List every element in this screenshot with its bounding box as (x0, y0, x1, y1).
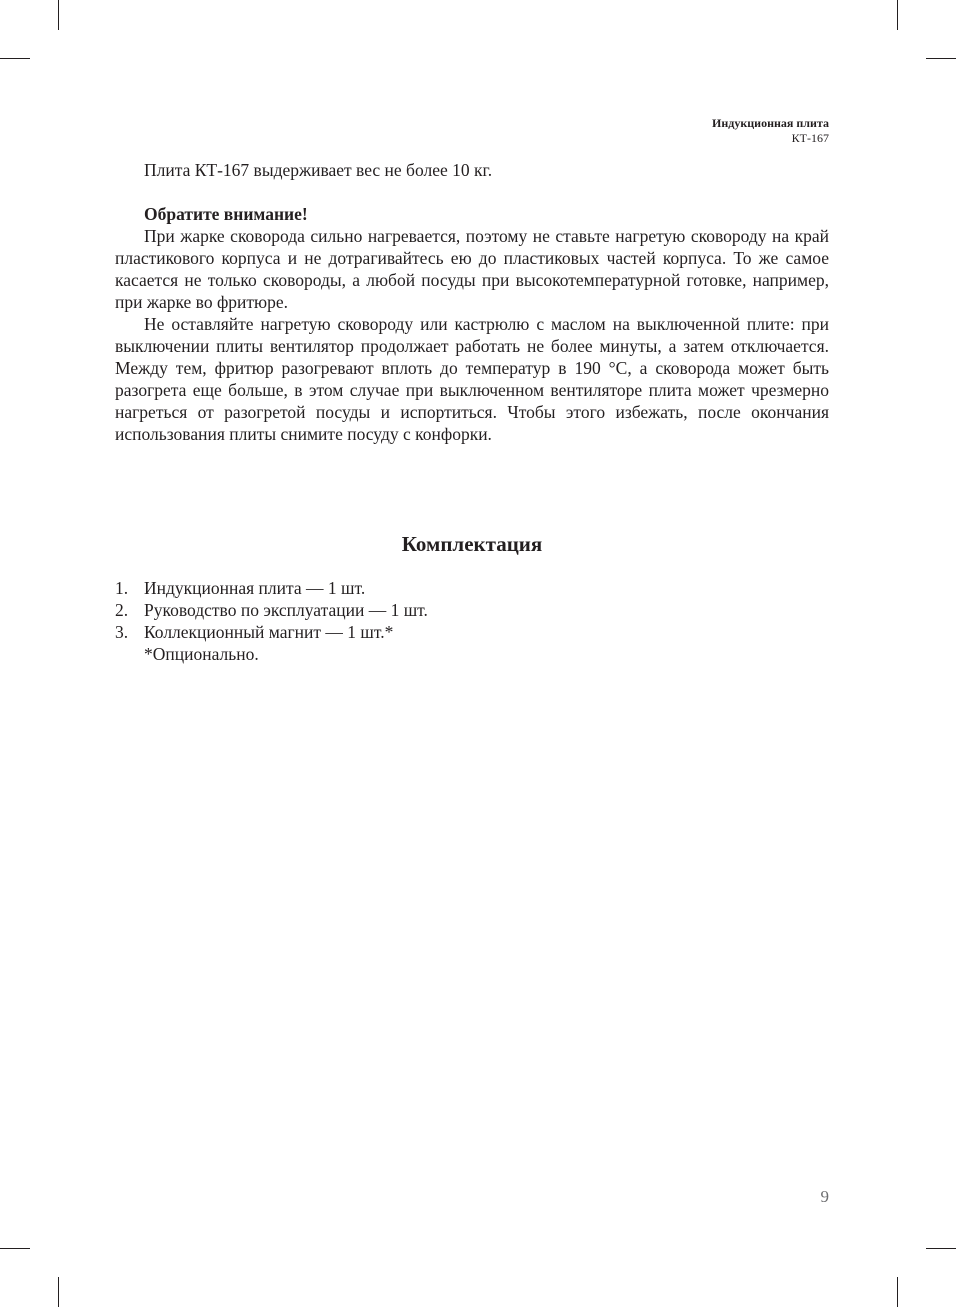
list-item-number: 1. (115, 578, 129, 598)
list-item-text: Индукционная плита — 1 шт. (144, 578, 366, 598)
list-item (115, 599, 829, 621)
package-list (115, 577, 829, 643)
crop-mark-bottom-left-h (0, 1248, 30, 1249)
running-head-model: КТ-167 (791, 131, 829, 145)
notice-paragraph-2: Не оставляйте нагретую сковороду или кастрюлю с маслом на выключенной плите: при выключении плиты вентилятор продолжает работать не более минуты, а затем отключается. Между тем, фритюр разогревают вплоть до температур в 190 °С, а сковорода может быть разогрета еще больше, в этом случае при выключенном вентиляторе плита может чрезмерно нагреться от разогретой посуды и испортиться. Чтобы этого избежать, после окончания использования плиты снимите посуду с конфорки. (115, 314, 829, 444)
notice-paragraph-1: При жарке сковорода сильно нагревается, поэтому не ставьте нагретую сковороду на край пластикового корпуса и не дотрагивайтесь ею до пластиковых частей корпуса. То же самое касается не только сковороды, а любой посуды при высокотемпературной готовке, например, при жарке во фритюре. (115, 226, 829, 312)
crop-mark-bottom-right (897, 1277, 898, 1307)
crop-mark-top-right-h (926, 58, 956, 59)
list-item-number: 3. (115, 622, 129, 642)
spacer (115, 181, 829, 203)
footnote: *Опционально. (144, 644, 259, 664)
list-item (115, 577, 829, 599)
page-number: 9 (820, 1187, 829, 1206)
running-head-title: Индукционная плита (712, 116, 829, 130)
list-item-text: Коллекционный магнит — 1 шт.* (144, 622, 394, 642)
crop-mark-bottom-left (58, 1277, 59, 1307)
crop-mark-top-right (897, 0, 898, 30)
body-text (115, 159, 829, 445)
package-heading: Комплектация (401, 532, 543, 556)
notice-heading: Обратите внимание! (144, 204, 308, 224)
crop-mark-top-left-h (0, 58, 30, 59)
list-item (115, 621, 829, 643)
running-head (712, 116, 829, 146)
crop-mark-top-left (58, 0, 59, 30)
crop-mark-bottom-right-h (926, 1248, 956, 1249)
list-item-text: Руководство по эксплуатации — 1 шт. (144, 600, 428, 620)
list-item-number: 2. (115, 600, 129, 620)
weight-note: Плита КТ-167 выдерживает вес не более 10 кг. (144, 160, 493, 180)
